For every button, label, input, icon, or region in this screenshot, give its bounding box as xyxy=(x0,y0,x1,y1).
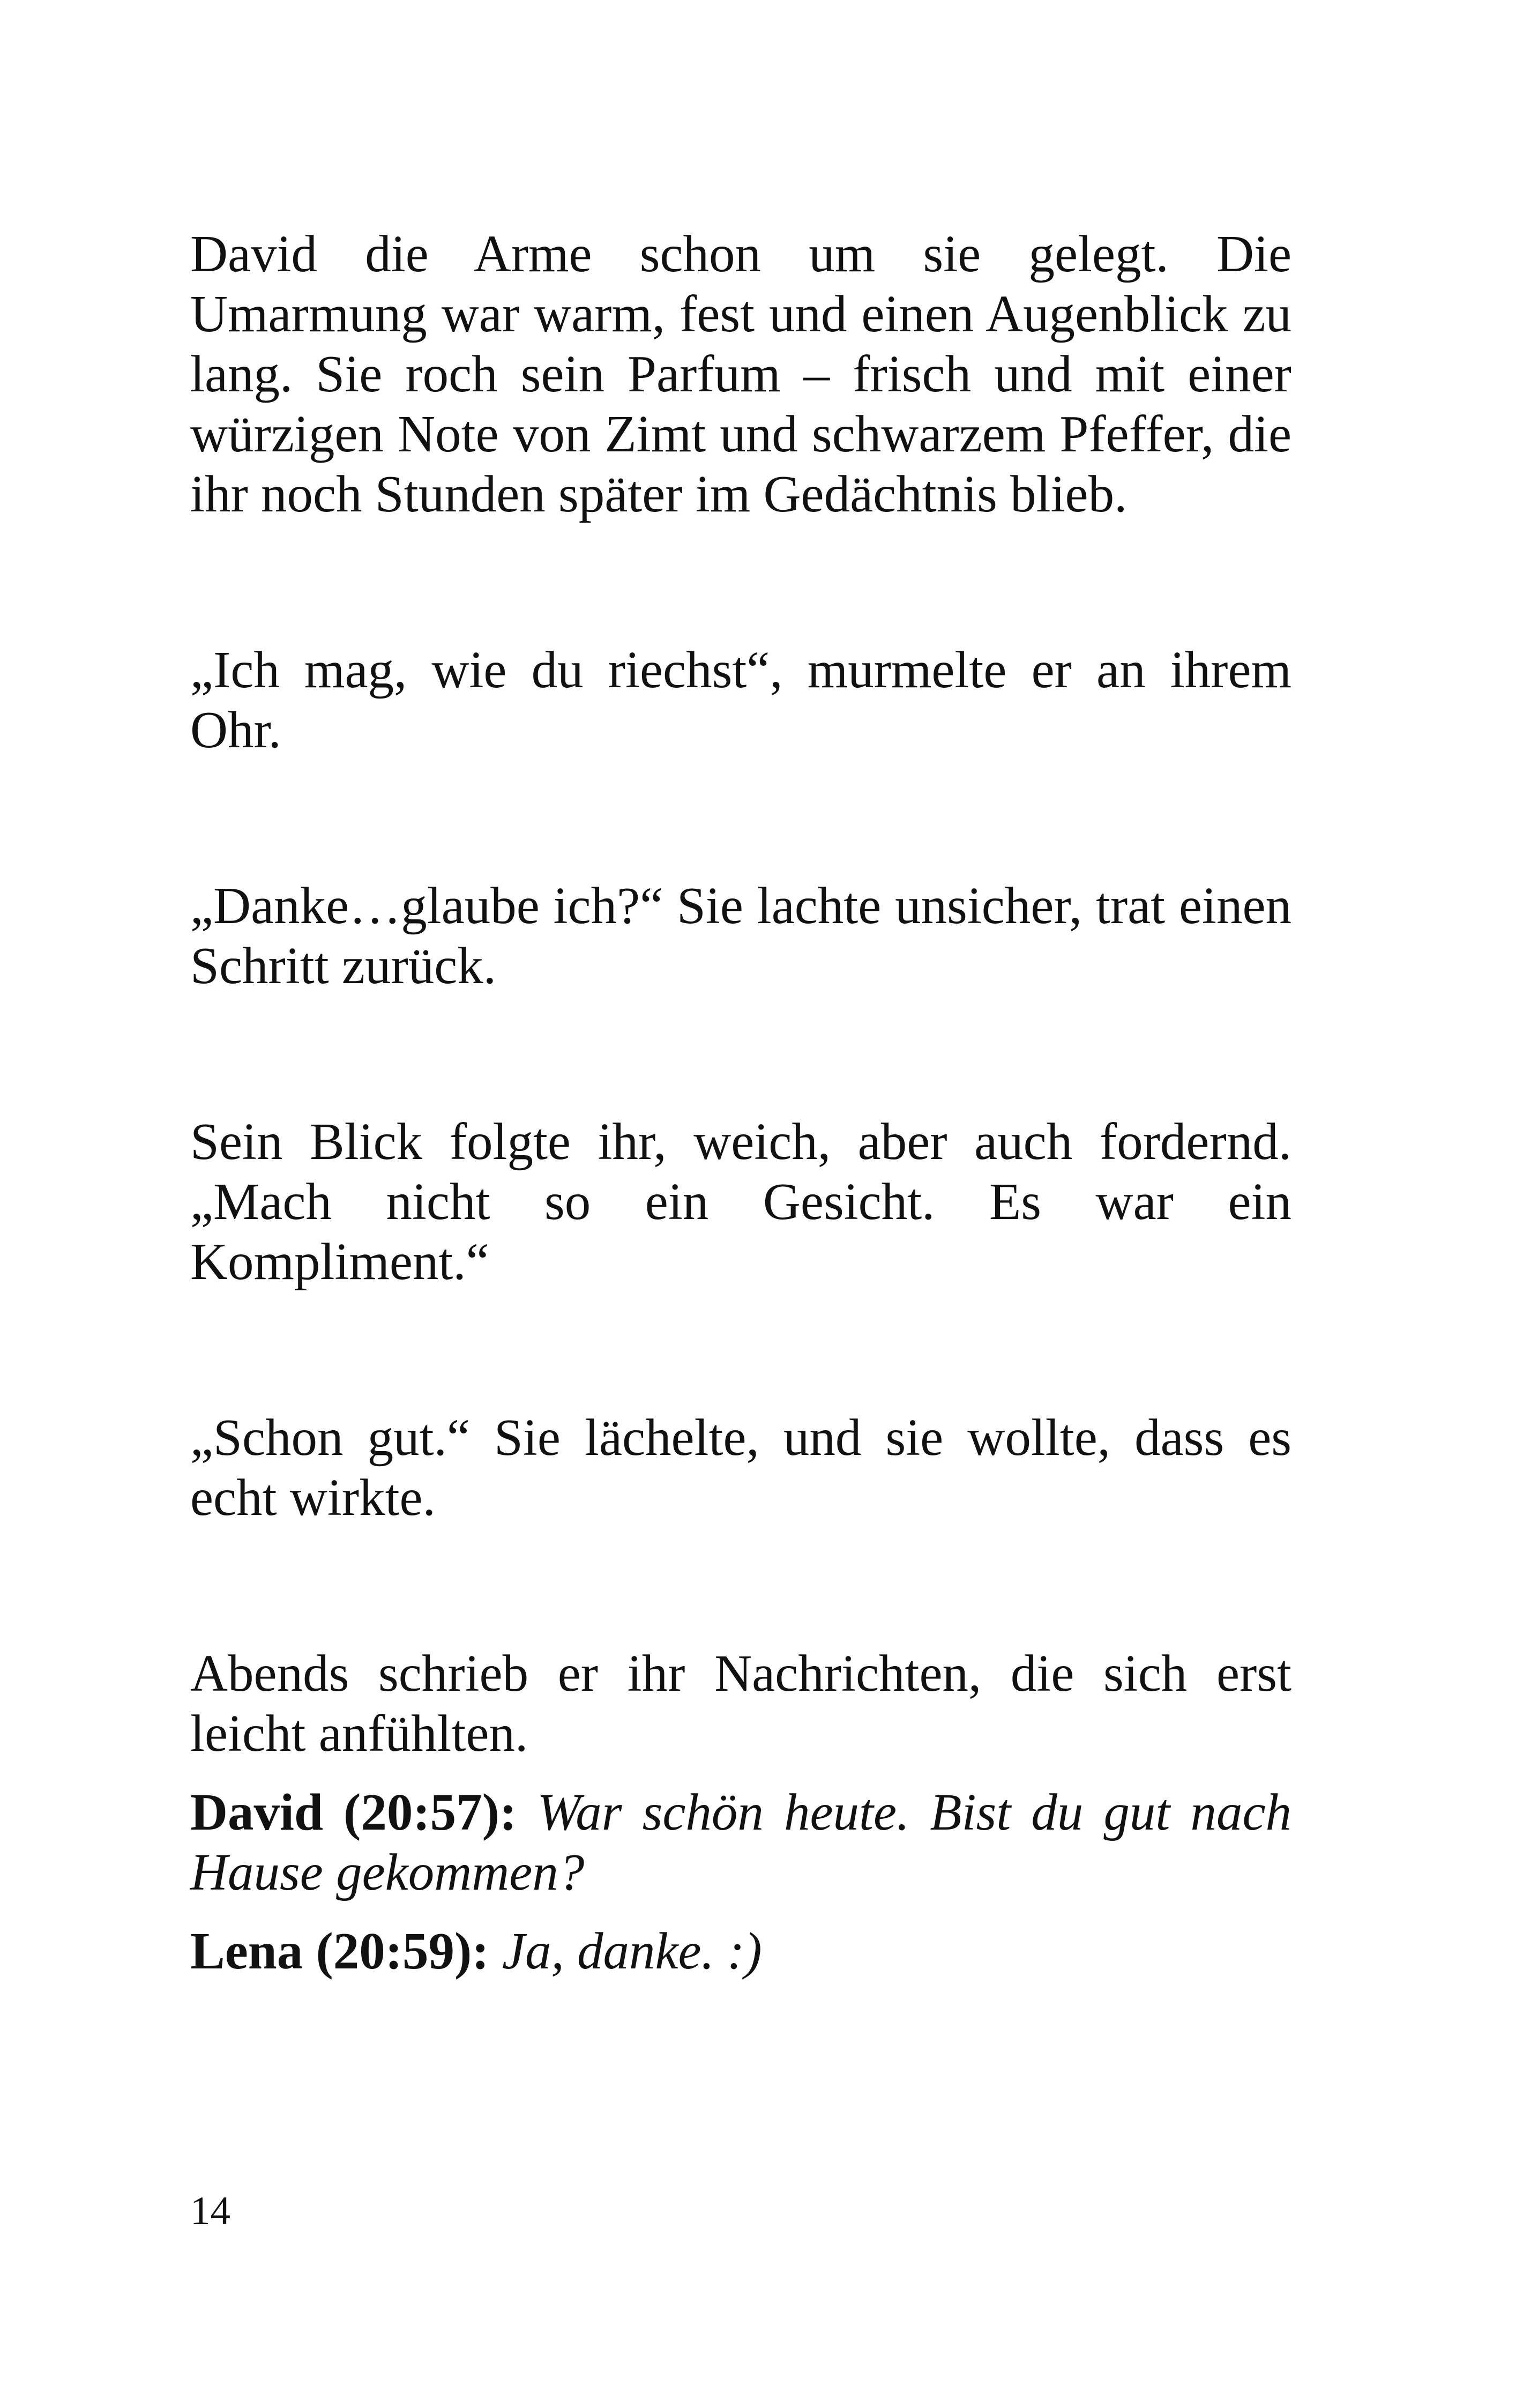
message-speaker: David (20:57): xyxy=(190,1783,517,1841)
page-number: 14 xyxy=(190,2189,230,2233)
paragraph-4: Sein Blick folgte ihr, weich, aber auch fordernd. „Mach nicht so ein Gesicht. Es war ein Kompliment.“ xyxy=(190,1113,1291,1290)
paragraph-5: „Schon gut.“ Sie lächelte, und sie wollte, dass es echt wirkte. xyxy=(190,1409,1291,1526)
message-lena xyxy=(190,1921,1291,1981)
paragraph-1: David die Arme schon um sie gelegt. Die Umarmung war warm, fest und einen Augenblick zu lang. Sie roch sein Parfum – frisch und mit einer würzigen Note von Zimt und schwarzem Pfeffer, die ihr noch Stunden später im Gedächtnis blieb. xyxy=(190,225,1291,523)
message-text: War schön heute. Bist du gut nach Hause gekommen? xyxy=(190,1783,1292,1901)
message-text: Ja, danke. :) xyxy=(502,1922,762,1980)
message-david xyxy=(190,1782,1291,1902)
paragraph-6: Abends schrieb er ihr Nachrichten, die sich erst leicht anfühlten. xyxy=(190,1645,1291,1762)
paragraph-2: „Ich mag, wie du riechst“, murmelte er an ihrem Ohr. xyxy=(190,641,1291,759)
message-speaker: Lena (20:59): xyxy=(190,1922,489,1980)
body-text xyxy=(190,224,1291,1981)
paragraph-3: „Danke…glaube ich?“ Sie lachte unsicher, trat einen Schritt zurück. xyxy=(190,877,1291,994)
